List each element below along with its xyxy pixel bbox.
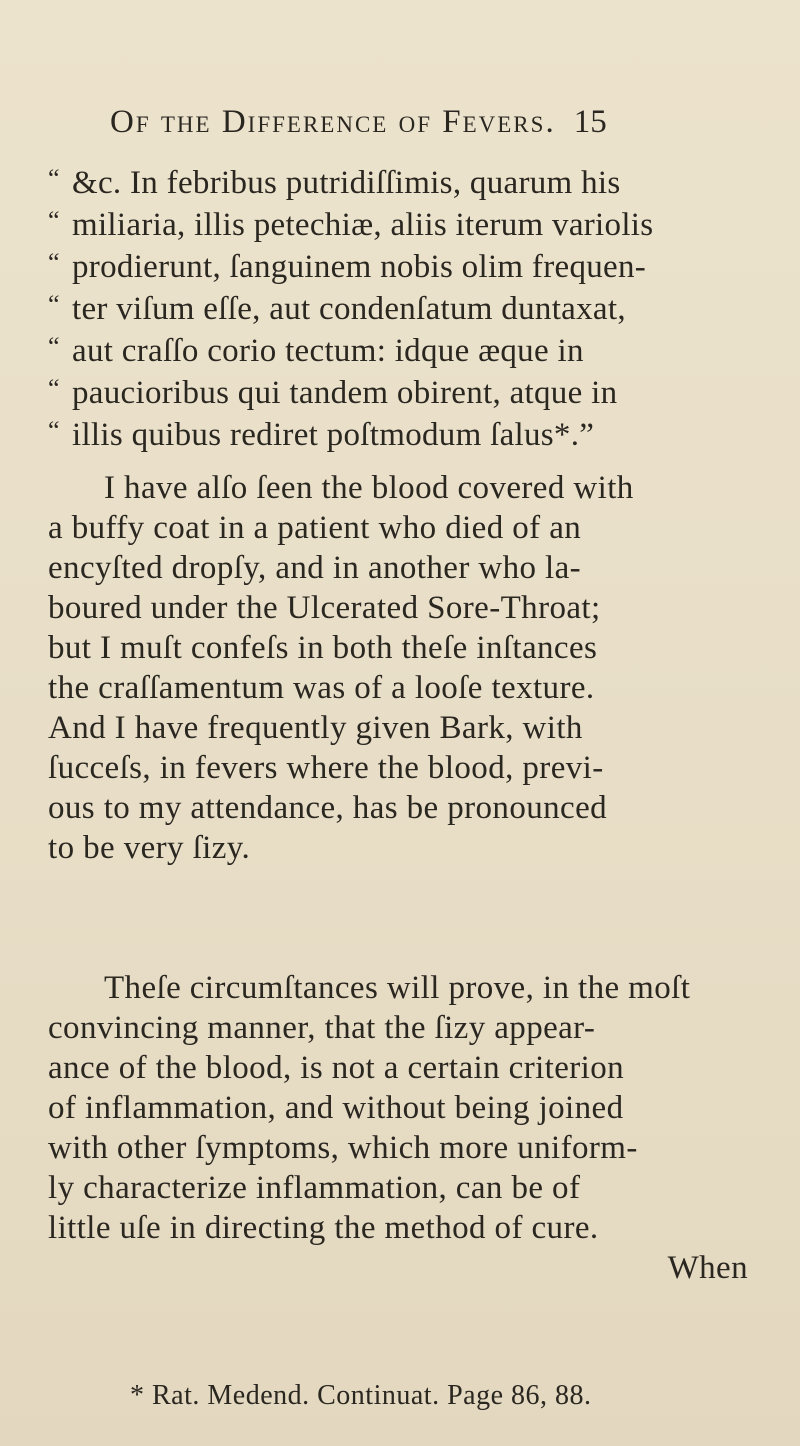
quote-line: “ ter viſum eſſe, aut condenſatum duntaxat, [48,286,768,328]
text-line: ſucceſs, in fevers where the blood, previ- [48,750,604,786]
quote-line: “ miliaria, illis petechiæ, aliis iterum variolis [48,202,768,244]
quote-mark: “ [48,416,60,445]
footnote: * Rat. Medend. Continuat. Page 86, 88. [130,1380,592,1411]
text-line: the craſſamentum was of a looſe texture. [48,670,595,706]
quote-line: “ &c. In febribus putridiſſimis, quarum his [48,160,768,202]
quote-mark: “ [48,374,60,403]
quote-line: “ illis quibus rediret poſtmodum ſalus*.” [48,412,768,454]
page-number: 15 [573,104,607,140]
running-head [110,104,750,141]
text-line: with other ſymptoms, which more uniform- [48,1130,638,1166]
text-line: a buffy coat in a patient who died of an [48,510,582,546]
text-line: ous to my attendance, has be pronounced [48,790,608,826]
quote-mark: “ [48,164,60,193]
running-head-title: Of the Difference of Fevers. [110,104,556,140]
quote-line: “ prodierunt, ſanguinem nobis olim frequen- [48,244,768,286]
quote-mark: “ [48,206,60,235]
text-line: encyſted dropſy, and in another who la- [48,550,582,586]
text-line: but I muſt confeſs in both theſe inſtances [48,630,598,666]
text-line: boured under the Ulcerated Sore-Throat; [48,590,601,626]
text-line: little uſe in directing the method of cure. [48,1210,599,1246]
text-line: And I have frequently given Bark, with [48,710,583,746]
quote-line: “ aut craſſo corio tectum: idque æque in [48,328,768,370]
quote-mark: “ [48,290,60,319]
text-line: Theſe circumſtances will prove, in the moſt [104,970,691,1006]
latin-quotation [48,160,768,454]
text-line: of inflammation, and without being joined [48,1090,624,1126]
text-line: convincing manner, that the ſizy appear- [48,1010,596,1046]
text-line: ly characterize inflammation, can be of [48,1170,581,1206]
quote-mark: “ [48,248,60,277]
quote-line: “ paucioribus qui tandem obirent, atque in [48,370,768,412]
text-line: I have alſo ſeen the blood covered with [104,470,634,506]
quote-mark: “ [48,332,60,361]
paragraph-sizy-appearance [48,968,768,1288]
catchword: When [667,1250,748,1286]
text-line: to be very ſizy. [48,830,251,866]
paragraph-buffy-coat [48,468,768,868]
text-line: ance of the blood, is not a certain criterion [48,1050,625,1086]
